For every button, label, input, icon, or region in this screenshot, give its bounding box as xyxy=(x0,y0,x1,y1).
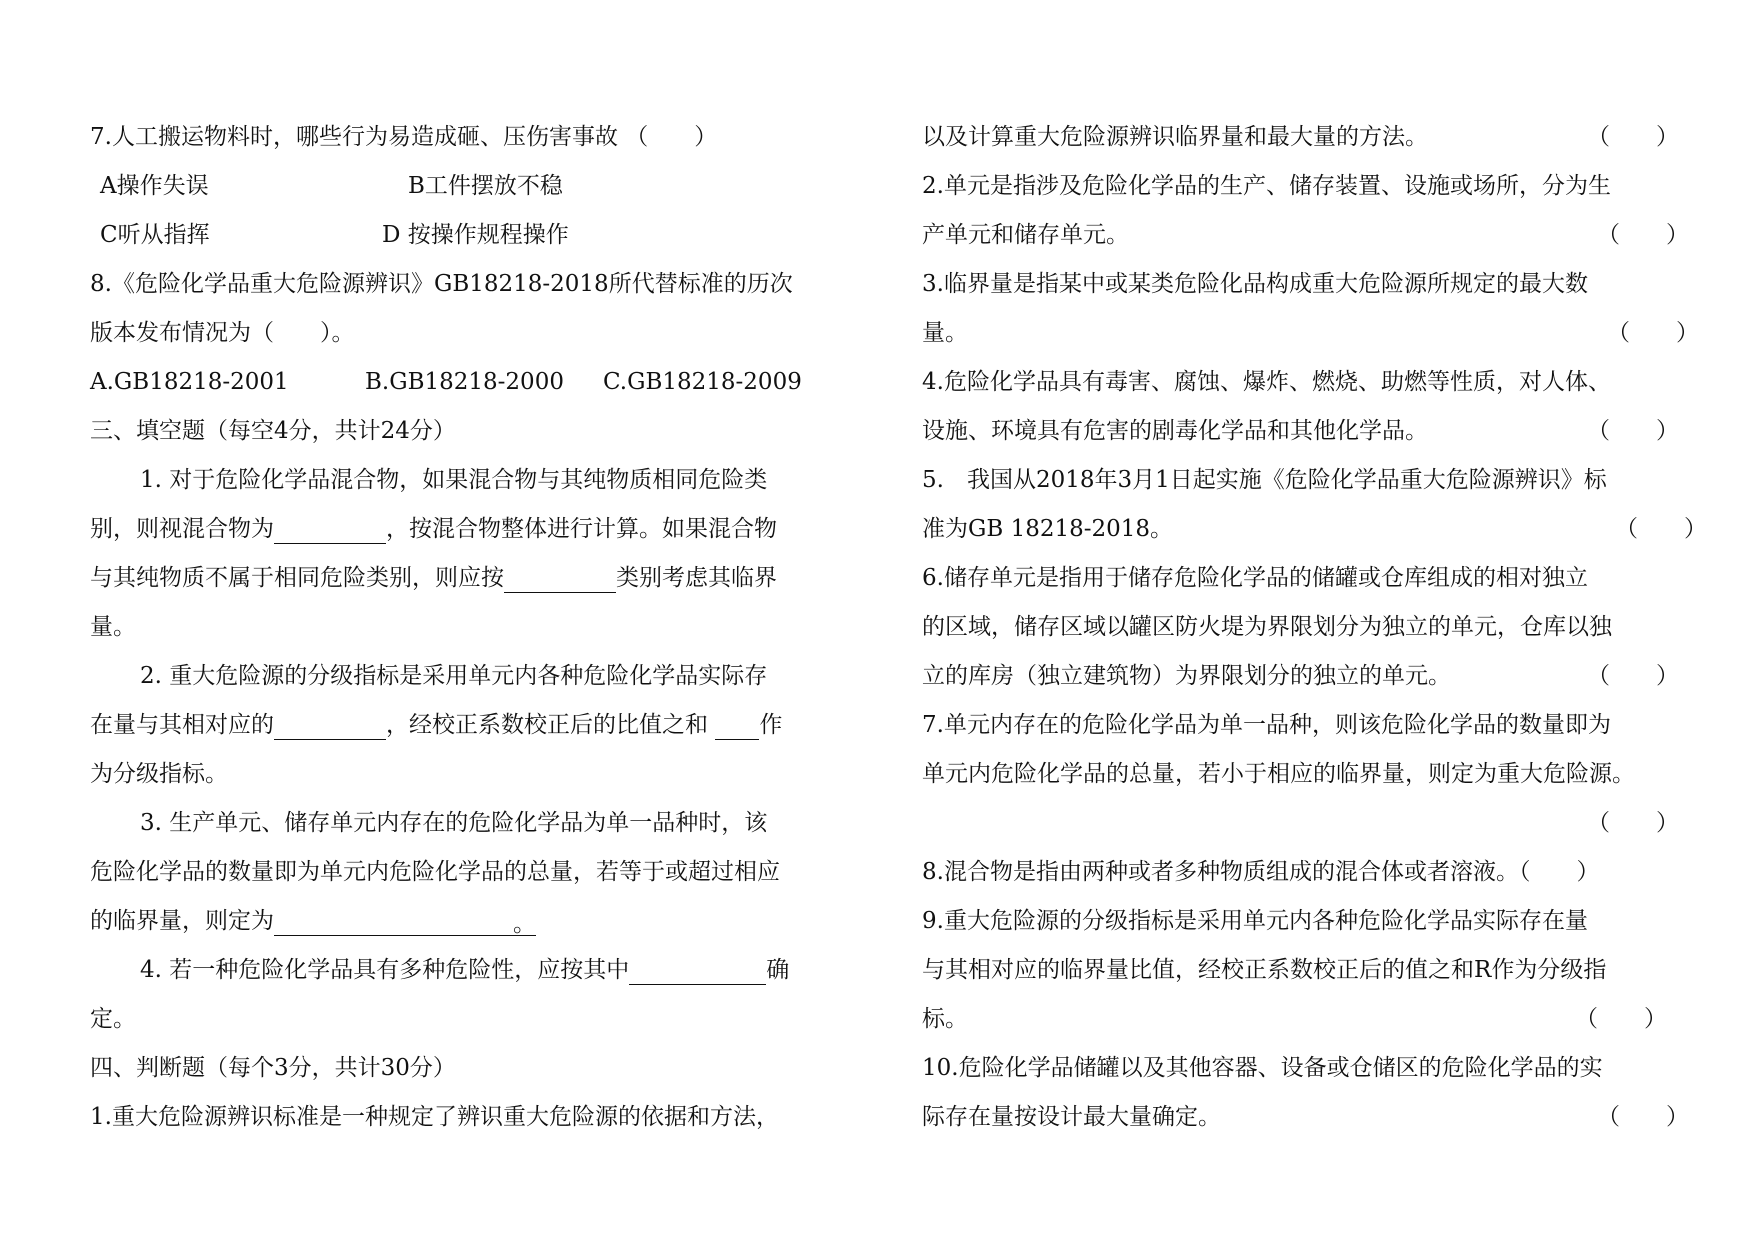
right-line-text: 4.危险化学品具有毒害、腐蚀、爆炸、燃烧、助燃等性质，对人体、 xyxy=(922,369,1611,395)
q8-options xyxy=(90,358,850,407)
fill3-line3 xyxy=(90,897,850,946)
right-line-text: 的区域，储存区域以罐区防火堤为界限划分为独立的单元，仓库以独 xyxy=(922,614,1612,640)
right-line-text: 9.重大危险源的分级指标是采用单元内各种危险化学品实际存在量 xyxy=(922,908,1588,934)
section3-title: 三、填空题（每空4分，共计24分） xyxy=(90,418,456,444)
right-line-text: 6.储存单元是指用于储存危险化学品的储罐或仓库组成的相对独立 xyxy=(922,565,1588,591)
q7-option-d: D 按操作规程操作 xyxy=(382,222,569,248)
right-line xyxy=(922,456,1682,505)
fill4-line2: 定。 xyxy=(90,1006,136,1032)
right-line xyxy=(922,946,1682,995)
fill3-blank[interactable] xyxy=(274,905,536,936)
right-line xyxy=(922,652,1682,701)
fill1-line1: 1. 对于危险化学品混合物，如果混合物与其纯物质相同危险类 xyxy=(140,467,768,493)
judge1-line1: 1.重大危险源辨识标准是一种规定了辨识重大危险源的依据和方法， xyxy=(90,1104,779,1130)
right-line xyxy=(922,554,1682,603)
fill2-line2 xyxy=(90,701,850,750)
right-line xyxy=(922,799,1682,848)
right-line-text: 标。 xyxy=(922,1006,968,1032)
right-line-text: 际存在量按设计最大量确定。 xyxy=(922,1104,1221,1130)
right-line xyxy=(922,162,1682,211)
fill1-blank2[interactable] xyxy=(504,562,616,593)
fill2-line3: 为分级指标。 xyxy=(90,761,228,787)
left-column xyxy=(90,113,850,1142)
right-line-text: 立的库房（独立建筑物）为界限划分的独立的单元。 xyxy=(922,663,1451,689)
fill2-line1: 2. 重大危险源的分级指标是采用单元内各种危险化学品实际存 xyxy=(140,663,768,689)
right-column xyxy=(922,113,1707,1142)
answer-paren: （ ） xyxy=(1587,810,1679,836)
fill1-line2 xyxy=(90,505,850,554)
fill3-line3-a: 的临界量，则定为 xyxy=(90,908,274,934)
fill4-line1-a: 4. 若一种危险化学品具有多种危险性，应按其中 xyxy=(140,957,630,983)
answer-paren: （ ） xyxy=(1575,1006,1667,1032)
right-line xyxy=(922,505,1707,554)
right-line-text: 5. 我国从2018年3月1日起实施《危险化学品重大危险源辨识》标 xyxy=(922,467,1607,493)
right-line xyxy=(922,260,1682,309)
right-line xyxy=(922,1093,1689,1142)
fill1-line3-a: 与其纯物质不属于相同危险类别，则应按 xyxy=(90,565,504,591)
fill1-line3-b: 类别考虑其临界 xyxy=(616,565,777,591)
fill2-line2-c: 作 xyxy=(759,712,783,738)
answer-paren: （ ） xyxy=(1597,1104,1689,1130)
fill3-line3-b: 。 xyxy=(513,911,536,937)
right-line xyxy=(922,995,1682,1044)
right-line-text: 单元内危险化学品的总量，若小于相应的临界量，则定为重大危险源。 xyxy=(922,761,1635,787)
fill2-line2-a: 在量与其相对应的 xyxy=(90,712,274,738)
q7-option-b: B工件摆放不稳 xyxy=(408,173,563,199)
q8-option-a: A.GB18218-2001 xyxy=(90,369,289,395)
q8-option-b: B.GB18218-2000 xyxy=(365,369,564,395)
answer-paren: （ ） xyxy=(1587,663,1679,689)
right-line xyxy=(922,309,1699,358)
q7-options-row1 xyxy=(90,162,850,211)
section4-title: 四、判断题（每个3分，共计30分） xyxy=(90,1055,456,1081)
right-line xyxy=(922,750,1682,799)
fill2-line2-b: ，经校正系数校正后的比值之和 xyxy=(386,712,716,738)
fill1-line3 xyxy=(90,554,850,603)
fill1-blank1[interactable] xyxy=(274,513,386,544)
fill1-line4: 量。 xyxy=(90,614,136,640)
fill3-line2: 危险化学品的数量即为单元内危险化学品的总量，若等于或超过相应 xyxy=(90,859,780,885)
fill2-blank2[interactable] xyxy=(715,709,759,740)
fill4-blank[interactable] xyxy=(629,954,766,985)
right-line xyxy=(922,701,1682,750)
answer-paren: （ ） xyxy=(1587,124,1679,150)
fill4-line1 xyxy=(90,946,850,995)
q7-option-c: C听从指挥 xyxy=(100,222,210,248)
right-line xyxy=(922,897,1682,946)
right-line-text: 8.混合物是指由两种或者多种物质组成的混合体或者溶液。（ ） xyxy=(922,859,1600,885)
q7-stem: 7.人工搬运物料时，哪些行为易造成砸、压伤害事故 （ ） xyxy=(90,124,718,150)
right-line-text: 产单元和储存单元。 xyxy=(922,222,1129,248)
q8-stem-line2: 版本发布情况为（ ）。 xyxy=(90,320,355,346)
right-line-text: 7.单元内存在的危险化学品为单一品种，则该危险化学品的数量即为 xyxy=(922,712,1611,738)
right-line xyxy=(922,1044,1682,1093)
right-line xyxy=(922,603,1682,652)
right-line xyxy=(922,113,1682,162)
right-line xyxy=(922,358,1682,407)
right-line-text: 2.单元是指涉及危险化学品的生产、储存装置、设施或场所，分为生 xyxy=(922,173,1611,199)
right-line-text: 10.危险化学品储罐以及其他容器、设备或仓储区的危险化学品的实 xyxy=(922,1055,1603,1081)
fill1-line2-b: ，按混合物整体进行计算。如果混合物 xyxy=(386,516,777,542)
right-line-text: 以及计算重大危险源辨识临界量和最大量的方法。 xyxy=(922,124,1428,150)
fill4-line1-b: 确 xyxy=(766,957,790,983)
q8-stem-line1: 8.《危险化学品重大危险源辨识》GB18218-2018所代替标准的历次 xyxy=(90,271,793,297)
right-line-text: 与其相对应的临界量比值，经校正系数校正后的值之和R作为分级指 xyxy=(922,957,1607,983)
answer-paren: （ ） xyxy=(1587,418,1679,444)
right-line-text: 量。 xyxy=(922,320,968,346)
q7-option-a: A操作失误 xyxy=(100,173,209,199)
right-line-text: 设施、环境具有危害的剧毒化学品和其他化学品。 xyxy=(922,418,1428,444)
right-line xyxy=(922,211,1689,260)
right-line-text: 准为GB 18218-2018。 xyxy=(922,516,1174,542)
answer-paren: （ ） xyxy=(1615,516,1707,542)
answer-paren: （ ） xyxy=(1607,320,1699,346)
right-line xyxy=(922,848,1682,897)
fill3-line1: 3. 生产单元、储存单元内存在的危险化学品为单一品种时，该 xyxy=(140,810,768,836)
q7-options-row2 xyxy=(90,211,850,260)
right-line xyxy=(922,407,1682,456)
answer-paren: （ ） xyxy=(1597,222,1689,248)
fill1-line2-a: 别，则视混合物为 xyxy=(90,516,274,542)
q8-option-c: C.GB18218-2009 xyxy=(603,369,802,395)
right-line-text: 3.临界量是指某中或某类危险化品构成重大危险源所规定的最大数 xyxy=(922,271,1588,297)
fill2-blank1[interactable] xyxy=(274,709,386,740)
